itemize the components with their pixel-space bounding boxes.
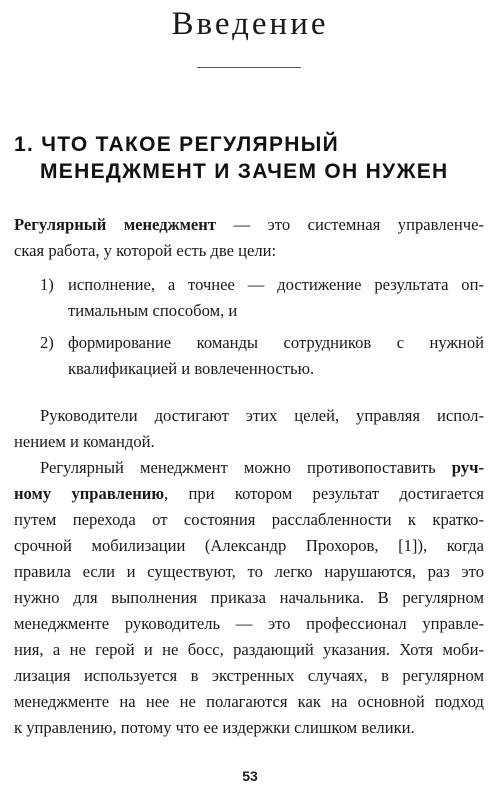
list-item-line-1: формирование команды сотрудников с нужной [68,333,484,352]
title-divider [197,67,301,68]
paragraph-2-line-8: ния, а не герой и не босс, раздающий указания. Хотя моби- [14,640,484,659]
paragraph-1-line-1: Руководители достигают этих целей, управляя испол- [40,406,484,425]
definition-paragraph [14,212,484,264]
paragraph-2-line-9: лизация используется в экстренных случаях, в регулярном [14,666,484,685]
paragraph-2 [14,455,484,741]
list-item-body [68,330,484,382]
paragraph-2-line-2-rest: , при котором результат достигается [164,484,484,503]
list-item-line-2: квалификацией и вовлеченностью. [68,359,315,378]
section-heading-line-2: МЕНЕДЖМЕНТ И ЗАЧЕМ ОН НУЖЕН [40,160,449,183]
paragraph-2-line-10: менеджменте на нее не полагаются как на основной подход [14,692,484,711]
paragraph-2-line-4: срочной мобилизации (Александр Прохоров, [1]), когда [14,536,484,555]
paragraph-2-line-1 [14,455,484,481]
list-item-line-2: тимальным способом, и [68,301,238,320]
emphasis-manual-control-cont: ному управлению [14,484,165,503]
list-item [40,330,484,382]
paragraph-2-line-3: путем перехода от состояния расслабленности к кратко- [14,510,484,529]
paragraph-2-line-7: менеджменте руководитель — это профессионал управле- [14,614,484,633]
page-number: 53 [242,768,258,784]
list-item-line-1: исполнение, а точнее — достижение результата оп- [68,275,484,294]
paragraph-2-line-2 [14,481,484,507]
definition-line-2: ская работа, у которой есть две цели: [14,241,277,260]
section-heading [14,131,484,185]
paragraph-2-line-6: нужно для выполнения приказа начальника. В регулярном [14,588,484,607]
definition-line-1-rest: — это системная управленче- [216,215,485,234]
chapter-title: Введение [171,6,329,42]
paragraph-1-line-2: нением и командой. [14,432,155,451]
paragraph-2-line-5: правила если и существуют, то легко нарушаются, раз это [14,562,484,581]
list-item-number: 1) [40,275,54,294]
list-item-body [68,272,484,324]
emphasis-manual-control: руч- [451,458,484,477]
definition-term: Регулярный менеджмент [14,215,217,234]
paragraph-2-line-1-start: Регулярный менеджмент можно противопоставить [40,458,452,477]
section-heading-line-1: 1. ЧТО ТАКОЕ РЕГУЛЯРНЫЙ [14,133,339,156]
definition-line-1 [14,212,484,238]
list-item [40,272,484,324]
paragraph-1 [14,403,484,455]
paragraph-2-line-11: к управлению, потому что ее издержки слишком велики. [14,718,415,737]
list-item-number: 2) [40,333,54,352]
